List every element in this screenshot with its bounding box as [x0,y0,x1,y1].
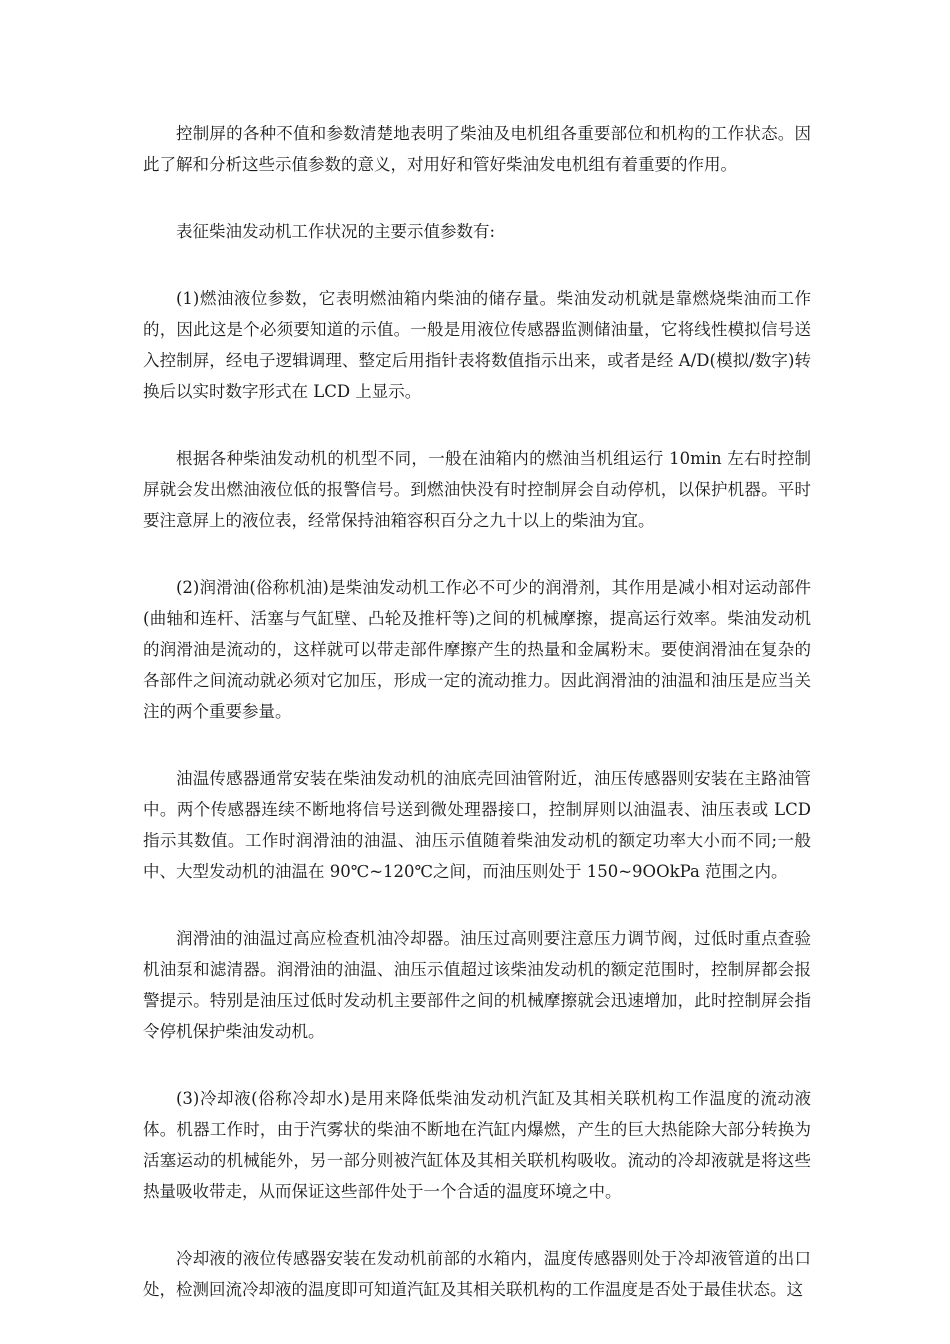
paragraph-fuel-level: (1)燃油液位参数，它表明燃油箱内柴油的储存量。柴油发动机就是靠燃烧柴油而工作的，因此这是个必须要知道的示值。一般是用液位传感器监测储油量，它将线性模拟信号送入控制屏，经电子逻辑调理、整定后用指针表将数值指示出来，或者是经 A/D(模拟/数字)转换后以实时数字形式在 LCD 上显示。 [143,289,811,401]
paragraph-intro: 控制屏的各种不值和参数清楚地表明了柴油及电机组各重要部位和机构的工作状态。因此了解和分析这些示值参数的意义，对用好和管好柴油发电机组有着重要的作用。 [143,124,811,174]
document-body [143,118,811,1341]
paragraph-lubricating-oil: (2)润滑油(俗称机油)是柴油发动机工作必不可少的润滑剂，其作用是减小相对运动部件(曲轴和连杆、活塞与气缸壁、凸轮及推杆等)之间的机械摩擦，提高运行效率。柴油发动机的润滑油是流动的，这样就可以带走部件摩擦产生的热量和金属粉末。要使润滑油在复杂的各部件之间流动就必须对它加压，形成一定的流动推力。因此润滑油的油温和油压是应当关注的两个重要参量。 [143,578,811,721]
paragraph-coolant: (3)冷却液(俗称冷却水)是用来降低柴油发动机汽缸及其相关联机构工作温度的流动液体。机器工作时，由于汽雾状的柴油不断地在汽缸内爆燃，产生的巨大热能除大部分转换为活塞运动的机械能外，另一部分则被汽缸体及其相关联机构吸收。流动的冷却液就是将这些热量吸收带走，从而保证这些部件处于一个合适的温度环境之中。 [143,1089,811,1201]
paragraph-parameters-heading: 表征柴油发动机工作状况的主要示值参数有: [176,222,496,241]
paragraph-fuel-alarm: 根据各种柴油发动机的机型不同，一般在油箱内的燃油当机组运行 10min 左右时控制屏就会发出燃油液位低的报警信号。到燃油快没有时控制屏会自动停机，以保护机器。平时要注意屏上的液位表，经常保持油箱容积百分之九十以上的柴油为宜。 [143,449,811,530]
paragraph-oil-alarm: 润滑油的油温过高应检查机油冷却器。油压过高则要注意压力调节阀，过低时重点查验机油泵和滤清器。润滑油的油温、油压示值超过该柴油发动机的额定范围时，控制屏都会报警提示。特别是油压过低时发动机主要部件之间的机械摩擦就会迅速增加，此时控制屏会指令停机保护柴油发动机。 [143,929,811,1041]
paragraph-oil-sensors: 油温传感器通常安装在柴油发动机的油底壳回油管附近，油压传感器则安装在主路油管中。两个传感器连续不断地将信号送到微处理器接口，控制屏则以油温表、油压表或 LCD 指示其数值。工作时润滑油的油温、油压示值随着柴油发动机的额定功率大小而不同;一般中、大型发动机的油温在 90℃~120℃之间，而油压则处于 150~9OOkPa 范围之内。 [143,769,811,881]
paragraph-coolant-sensors: 冷却液的液位传感器安装在发动机前部的水箱内，温度传感器则处于冷却液管道的出口处，检测回流冷却液的温度即可知道汽缸及其相关联机构的工作温度是否处于最佳状态。这 [143,1249,811,1299]
